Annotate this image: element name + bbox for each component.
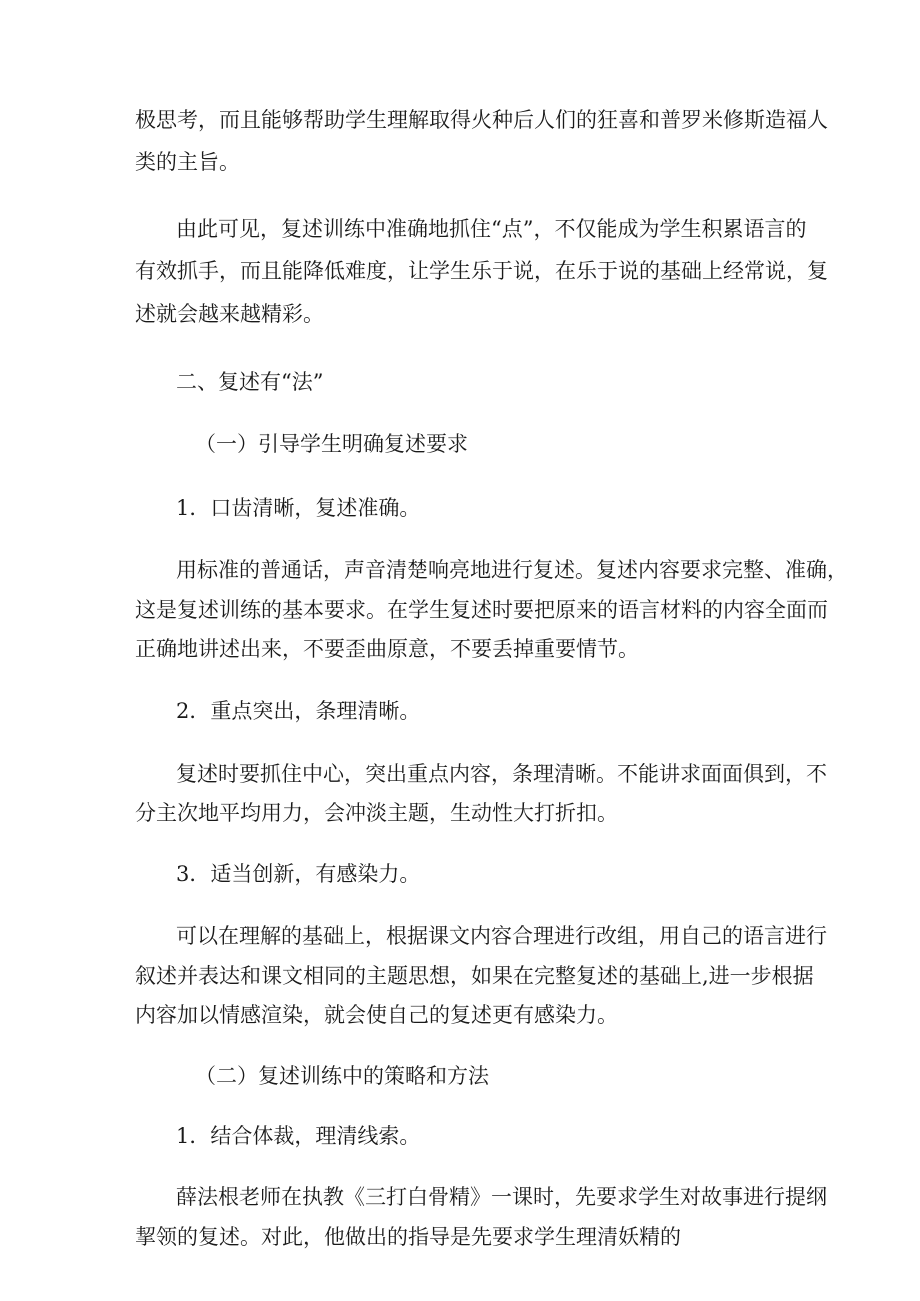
paragraph-line-2: 类的主旨。 [135, 150, 240, 174]
paragraph-line-14: 薛法根老师在执教《三打白骨精》一课时，先要求学生对故事进行提纲 [176, 1185, 827, 1209]
paragraph-line-7: 这是复述训练的基本要求。在学生复述时要把原来的语言材料的内容全面而 [135, 598, 828, 622]
paragraph-line-4: 有效抓手，而且能降低难度，让学生乐于说，在乐于说的基础上经常说，复 [135, 259, 828, 283]
item-heading-4: 1．结合体裁，理清线索。 [176, 1124, 421, 1148]
item-heading-2: 2．重点突出，条理清晰。 [176, 699, 421, 723]
paragraph-line-11: 可以在理解的基础上，根据课文内容合理进行改组，用自己的语言进行 [176, 924, 827, 948]
subsection-heading-1: （一）引导学生明确复述要求 [195, 432, 468, 456]
paragraph-line-5: 述就会越来越精彩。 [135, 302, 324, 326]
paragraph-line-3: 由此可见，复述训练中准确地抓住“点”，不仅能成为学生积累语言的 [176, 217, 807, 241]
paragraph-line-15: 挈领的复述。对此，他做出的指导是先要求学生理清妖精的 [135, 1225, 681, 1249]
subsection-heading-2: （二）复述训练中的策略和方法 [195, 1064, 489, 1088]
paragraph-line-8: 正确地讲述出来，不要歪曲原意，不要丢掉重要情节。 [135, 637, 639, 661]
item-heading-3: 3．适当创新，有感染力。 [176, 862, 421, 886]
paragraph-line-10: 分主次地平均用力，会冲淡主题，生动性大打折扣。 [135, 801, 618, 825]
paragraph-line-13: 内容加以情感渲染，就会使自己的复述更有感染力。 [135, 1003, 618, 1027]
section-heading: 二、复述有“法” [176, 370, 324, 394]
paragraph-line-9: 复述时要抓住中心，突出重点内容，条理清晰。不能讲求面面俱到，不 [176, 762, 827, 786]
paragraph-line-12: 叙述并表达和课文相同的主题思想，如果在完整复述的基础上,进一步根据 [135, 964, 814, 988]
paragraph-line-1: 极思考，而且能够帮助学生理解取得火种后人们的狂喜和普罗米修斯造福人 [135, 108, 828, 132]
paragraph-line-6: 用标准的普通话，声音清楚响亮地进行复述。复述内容要求完整、准确， [176, 558, 848, 582]
item-heading-1: 1．口齿清晰，复述准确。 [176, 496, 421, 520]
